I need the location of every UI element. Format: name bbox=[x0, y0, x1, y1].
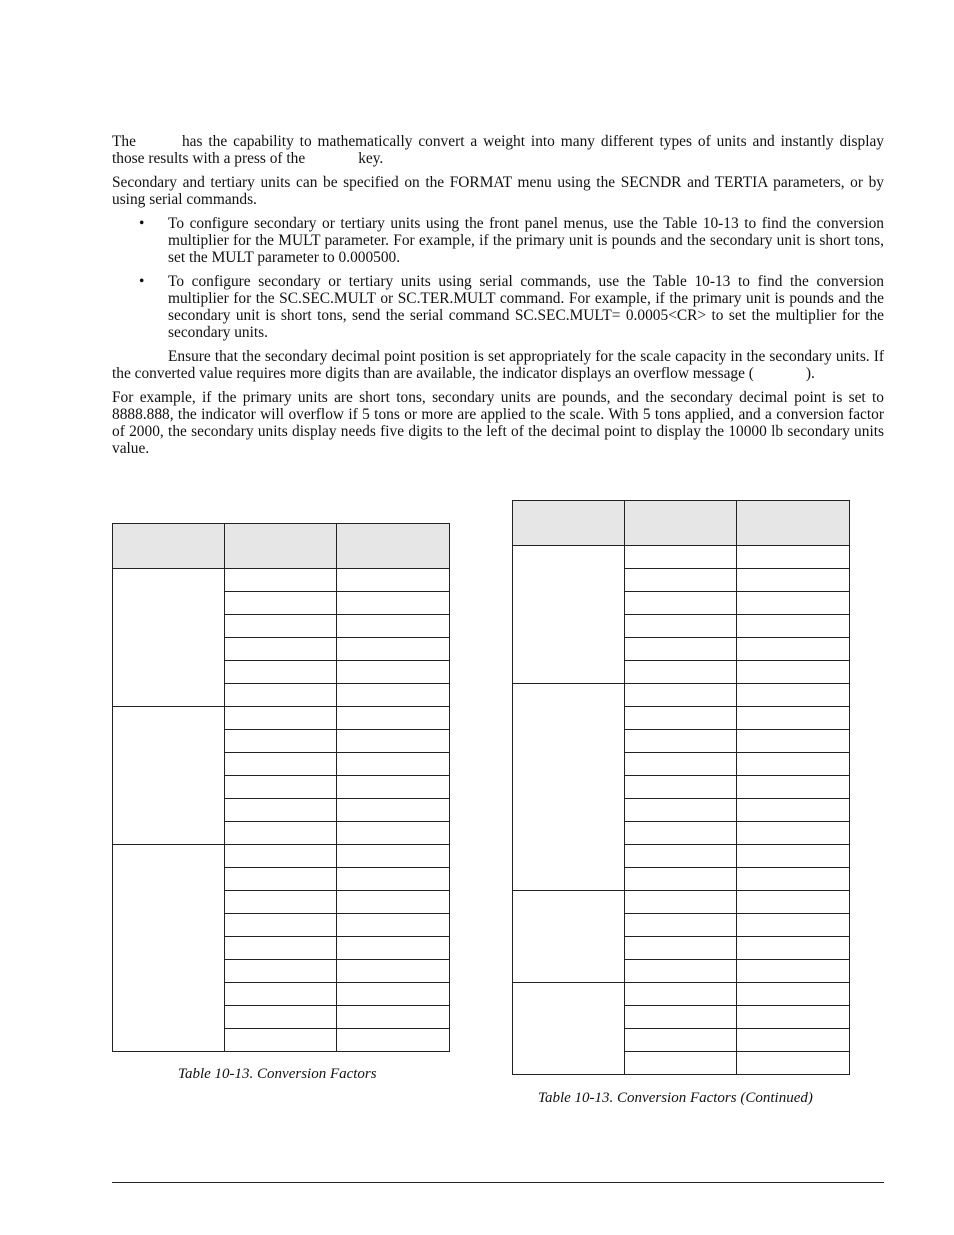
bullet-text: To configure secondary or tertiary units using the front panel menus, use the Table 10-13 to find the conversion multiplier for the MULT parameter. For example, if the primary unit is pounds and the secondary unit is short tons, set the MULT parameter to 0.000500. bbox=[168, 215, 884, 266]
conversion-table-left-body bbox=[113, 524, 450, 1052]
multiplier-cell bbox=[737, 753, 850, 776]
multiplier-cell bbox=[337, 753, 450, 776]
multiplier-cell bbox=[337, 730, 450, 753]
table-header-row bbox=[513, 501, 850, 546]
target-unit-cell bbox=[625, 845, 737, 868]
note-text: Ensure that the secondary decimal point position is set appropriately for the scale capacity in the secondary units. If the converted value requires more digits than are available, the indicator displays an overflow message ( bbox=[112, 348, 884, 382]
target-unit-cell bbox=[225, 1006, 337, 1029]
table-row bbox=[513, 546, 850, 569]
multiplier-cell bbox=[337, 914, 450, 937]
target-unit-cell bbox=[625, 1052, 737, 1075]
unit-group-cell bbox=[113, 845, 225, 1052]
multiplier-cell bbox=[337, 707, 450, 730]
header-cell bbox=[513, 501, 625, 546]
multiplier-cell bbox=[737, 730, 850, 753]
target-unit-cell bbox=[225, 983, 337, 1006]
multiplier-cell bbox=[737, 638, 850, 661]
unit-group-cell bbox=[513, 983, 625, 1075]
target-unit-cell bbox=[225, 684, 337, 707]
target-unit-cell bbox=[625, 661, 737, 684]
footer-rule bbox=[112, 1182, 884, 1183]
target-unit-cell bbox=[225, 707, 337, 730]
header-cell bbox=[737, 501, 850, 546]
multiplier-cell bbox=[337, 891, 450, 914]
multiplier-cell bbox=[337, 983, 450, 1006]
bullet-mark: • bbox=[139, 215, 145, 232]
multiplier-cell bbox=[337, 868, 450, 891]
target-unit-cell bbox=[625, 753, 737, 776]
table-caption-left: Table 10-13. Conversion Factors bbox=[178, 1066, 377, 1082]
target-unit-cell bbox=[225, 822, 337, 845]
multiplier-cell bbox=[337, 684, 450, 707]
target-unit-cell bbox=[625, 638, 737, 661]
multiplier-cell bbox=[337, 960, 450, 983]
multiplier-cell bbox=[737, 914, 850, 937]
bullet-item-serial bbox=[112, 273, 884, 341]
table-row bbox=[513, 983, 850, 1006]
conversion-table-left bbox=[112, 523, 450, 1052]
target-unit-cell bbox=[625, 983, 737, 1006]
multiplier-cell bbox=[737, 845, 850, 868]
multiplier-cell bbox=[737, 891, 850, 914]
target-unit-cell bbox=[625, 592, 737, 615]
multiplier-cell bbox=[737, 661, 850, 684]
intro-text-the: The bbox=[112, 133, 136, 150]
conversion-table-right-body bbox=[513, 501, 850, 1075]
target-unit-cell bbox=[625, 615, 737, 638]
target-unit-cell bbox=[225, 914, 337, 937]
target-unit-cell bbox=[225, 891, 337, 914]
table-row bbox=[113, 707, 450, 730]
multiplier-cell bbox=[337, 638, 450, 661]
multiplier-cell bbox=[737, 1029, 850, 1052]
target-unit-cell bbox=[625, 799, 737, 822]
table-row bbox=[113, 569, 450, 592]
multiplier-cell bbox=[337, 822, 450, 845]
target-unit-cell bbox=[625, 684, 737, 707]
unit-group-cell bbox=[513, 891, 625, 983]
table-row bbox=[513, 891, 850, 914]
multiplier-cell bbox=[737, 546, 850, 569]
target-unit-cell bbox=[225, 753, 337, 776]
target-unit-cell bbox=[625, 960, 737, 983]
multiplier-cell bbox=[737, 868, 850, 891]
target-unit-cell bbox=[225, 868, 337, 891]
header-cell bbox=[625, 501, 737, 546]
multiplier-cell bbox=[337, 937, 450, 960]
unit-group-cell bbox=[513, 684, 625, 891]
header-cell bbox=[337, 524, 450, 569]
multiplier-cell bbox=[337, 569, 450, 592]
multiplier-cell bbox=[737, 615, 850, 638]
table-row bbox=[113, 845, 450, 868]
intro-text-key: key. bbox=[358, 150, 384, 167]
target-unit-cell bbox=[625, 776, 737, 799]
multiplier-cell bbox=[337, 1006, 450, 1029]
target-unit-cell bbox=[625, 707, 737, 730]
multiplier-cell bbox=[737, 937, 850, 960]
intro-paragraph-2: Secondary and tertiary units can be specified on the FORMAT menu using the SECNDR and TERTIA parameters, or by using serial commands. bbox=[112, 174, 884, 208]
multiplier-cell bbox=[737, 799, 850, 822]
target-unit-cell bbox=[625, 1006, 737, 1029]
multiplier-cell bbox=[337, 661, 450, 684]
multiplier-cell bbox=[737, 684, 850, 707]
multiplier-cell bbox=[737, 707, 850, 730]
multiplier-cell bbox=[337, 799, 450, 822]
bullet-item-front-panel bbox=[112, 215, 884, 266]
multiplier-cell bbox=[337, 615, 450, 638]
unit-group-cell bbox=[513, 546, 625, 684]
target-unit-cell bbox=[625, 822, 737, 845]
multiplier-cell bbox=[737, 822, 850, 845]
target-unit-cell bbox=[625, 546, 737, 569]
target-unit-cell bbox=[225, 776, 337, 799]
bullet-mark: • bbox=[139, 273, 145, 290]
multiplier-cell bbox=[337, 776, 450, 799]
intro-text-capability: has the capability to mathematically convert a weight into many different types of units and instantly display those results with a press of the bbox=[112, 133, 884, 167]
multiplier-cell bbox=[737, 569, 850, 592]
target-unit-cell bbox=[225, 569, 337, 592]
header-cell bbox=[113, 524, 225, 569]
target-unit-cell bbox=[225, 661, 337, 684]
target-unit-cell bbox=[225, 937, 337, 960]
target-unit-cell bbox=[625, 937, 737, 960]
unit-group-cell bbox=[113, 569, 225, 707]
multiplier-cell bbox=[337, 1029, 450, 1052]
intro-paragraph-3 bbox=[112, 348, 884, 382]
target-unit-cell bbox=[625, 569, 737, 592]
target-unit-cell bbox=[225, 592, 337, 615]
unit-group-cell bbox=[113, 707, 225, 845]
multiplier-cell bbox=[737, 592, 850, 615]
bullet-text: To configure secondary or tertiary units using serial commands, use the Table 10-13 to find the conversion multiplier for the SC.SEC.MULT or SC.TER.MULT command. For example, if the primary unit is pounds and the secondary unit is short tons, send the serial command SC.SEC.MULT= 0.0005<CR> to set the multiplier for the secondary units. bbox=[168, 273, 884, 341]
target-unit-cell bbox=[625, 914, 737, 937]
intro-paragraph-4: For example, if the primary units are short tons, secondary units are pounds, and the secondary decimal point is set to 8888.888, the indicator will overflow if 5 tons or more are applied to the scale. With 5 tons applied, and a conversion factor of 2000, the secondary units display needs five digits to the left of the decimal point to display the 10000 lb secondary units value. bbox=[112, 389, 884, 457]
table-row bbox=[513, 684, 850, 707]
target-unit-cell bbox=[625, 868, 737, 891]
target-unit-cell bbox=[225, 730, 337, 753]
target-unit-cell bbox=[225, 615, 337, 638]
multiplier-cell bbox=[737, 983, 850, 1006]
multiplier-cell bbox=[737, 1006, 850, 1029]
target-unit-cell bbox=[625, 891, 737, 914]
target-unit-cell bbox=[625, 730, 737, 753]
multiplier-cell bbox=[337, 845, 450, 868]
table-caption-right: Table 10-13. Conversion Factors (Continued) bbox=[538, 1090, 813, 1106]
multiplier-cell bbox=[737, 960, 850, 983]
header-cell bbox=[225, 524, 337, 569]
target-unit-cell bbox=[225, 845, 337, 868]
table-header-row bbox=[113, 524, 450, 569]
bullet-list bbox=[112, 215, 884, 341]
intro-paragraph-1 bbox=[112, 133, 884, 167]
note-text-end: ). bbox=[805, 365, 815, 382]
target-unit-cell bbox=[225, 799, 337, 822]
multiplier-cell bbox=[737, 1052, 850, 1075]
conversion-table-right bbox=[512, 500, 850, 1075]
multiplier-cell bbox=[337, 592, 450, 615]
target-unit-cell bbox=[225, 1029, 337, 1052]
target-unit-cell bbox=[625, 1029, 737, 1052]
target-unit-cell bbox=[225, 638, 337, 661]
target-unit-cell bbox=[225, 960, 337, 983]
body-text bbox=[112, 133, 884, 464]
multiplier-cell bbox=[737, 776, 850, 799]
